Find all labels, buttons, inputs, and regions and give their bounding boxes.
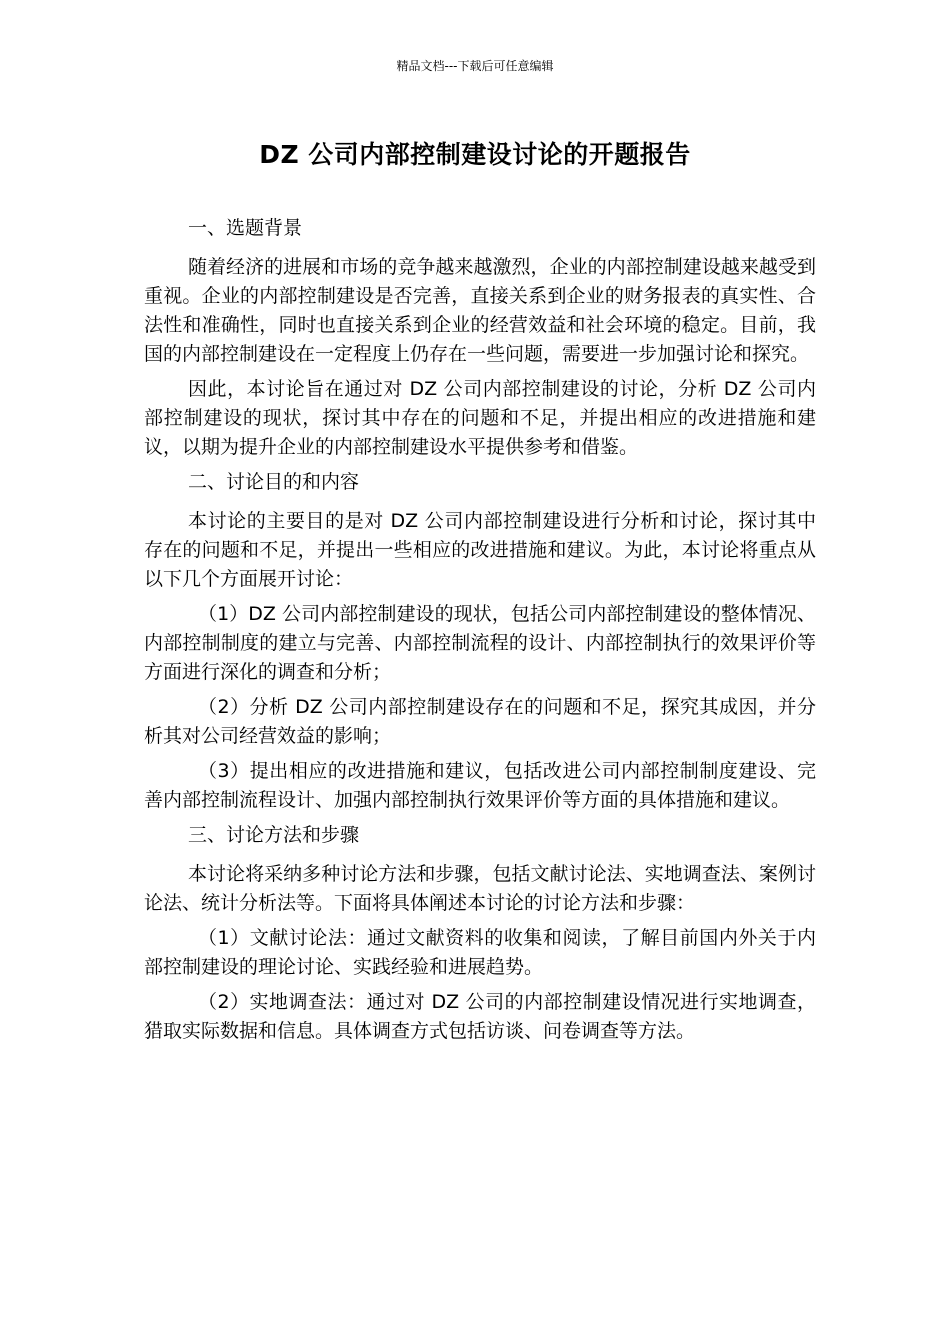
paragraph: 本讨论的主要目的是对 DZ 公司内部控制建设进行分析和讨论，探讨其中存在的问题和不足，并提出一些相应的改进措施和建议。为此，本讨论将重点从以下几个方面展开讨论： <box>144 510 816 590</box>
paragraph: 本讨论将采纳多种讨论方法和步骤，包括文献讨论法、实地调查法、案例讨论法、统计分析法等。下面将具体阐述本讨论的讨论方法和步骤： <box>144 863 816 914</box>
paragraph: 因此，本讨论旨在通过对 DZ 公司内部控制建设的讨论，分析 DZ 公司内部控制建设的现状，探讨其中存在的问题和不足，并提出相应的改进措施和建议，以期为提升企业的内部控制建设水平提供参考和借鉴。 <box>144 378 816 458</box>
document-title: DZ 公司内部控制建设讨论的开题报告 <box>259 140 691 169</box>
list-item: （3）提出相应的改进措施和建议，包括改进公司内部控制制度建设、完善内部控制流程设计、加强内部控制执行效果评价等方面的具体措施和建议。 <box>144 760 816 811</box>
section-heading-background: 一、选题背景 <box>188 217 303 239</box>
section-heading-purpose: 二、讨论目的和内容 <box>188 471 360 493</box>
page-header-watermark: 精品文档---下载后可任意编辑 <box>396 59 554 73</box>
list-item: （2）实地调查法：通过对 DZ 公司的内部控制建设情况进行实地调查，猎取实际数据和信息。具体调查方式包括访谈、问卷调查等方法。 <box>144 991 816 1042</box>
document-body <box>144 214 816 1052</box>
list-item: （2）分析 DZ 公司内部控制建设存在的问题和不足，探究其成因，并分析其对公司经营效益的影响； <box>144 696 816 747</box>
list-item: （1）DZ 公司内部控制建设的现状，包括公司内部控制建设的整体情况、内部控制制度的建立与完善、内部控制流程的设计、内部控制执行的效果评价等方面进行深化的调查和分析； <box>144 603 816 683</box>
section-heading-methods: 三、讨论方法和步骤 <box>188 824 360 846</box>
paragraph: 随着经济的进展和市场的竞争越来越激烈，企业的内部控制建设越来越受到重视。企业的内部控制建设是否完善，直接关系到企业的财务报表的真实性、合法性和准确性，同时也直接关系到企业的经营效益和社会环境的稳定。目前，我国的内部控制建设在一定程度上仍存在一些问题，需要进一步加强讨论和探究。 <box>144 256 816 365</box>
list-item: （1）文献讨论法：通过文献资料的收集和阅读，了解目前国内外关于内部控制建设的理论讨论、实践经验和进展趋势。 <box>144 927 816 978</box>
